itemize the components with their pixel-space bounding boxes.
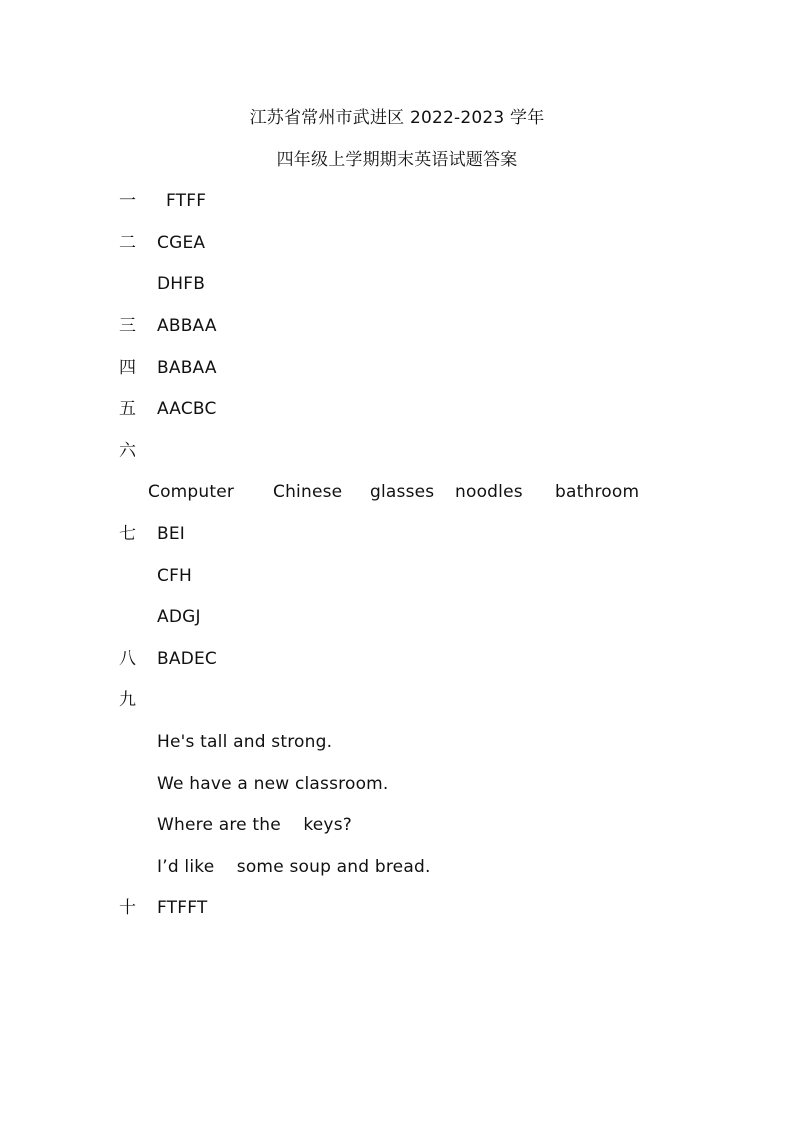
- section-answer-8: BADEC: [157, 649, 217, 669]
- section-answer-7c: ADGJ: [157, 607, 201, 627]
- sentence-2: We have a new classroom.: [157, 774, 389, 794]
- section-number-10: 十: [119, 898, 137, 918]
- page-subtitle: 四年级上学期期末英语试题答案: [276, 150, 518, 170]
- section-answer-4: BABAA: [157, 358, 217, 378]
- section-number-4: 四: [119, 358, 137, 378]
- section-answer-2a: CGEA: [157, 233, 206, 253]
- section-number-1: 一: [119, 191, 137, 211]
- section-answer-2b: DHFB: [157, 274, 206, 294]
- section-answer-5: AACBC: [157, 399, 217, 419]
- sentence-4: I’d like some soup and bread.: [157, 857, 431, 877]
- section-number-7: 七: [119, 524, 137, 544]
- section-number-3: 三: [119, 316, 137, 336]
- word-noodles: noodles: [455, 482, 523, 502]
- word-computer: Computer: [148, 482, 235, 502]
- section-number-2: 二: [119, 233, 137, 253]
- section-answer-3: ABBAA: [157, 316, 217, 336]
- sentence-3: Where are the keys?: [157, 815, 352, 835]
- section-answer-10: FTFFT: [157, 898, 208, 918]
- section-answer-1: FTFF: [166, 191, 207, 211]
- section-answer-7b: CFH: [157, 566, 193, 586]
- word-bathroom: bathroom: [555, 482, 640, 502]
- sentence-1: He's tall and strong.: [157, 732, 333, 752]
- section-number-5: 五: [119, 399, 137, 419]
- page-title: 江苏省常州市武进区 2022-2023 学年: [249, 108, 545, 128]
- word-glasses: glasses: [370, 482, 435, 502]
- section-number-9: 九: [119, 690, 137, 710]
- section-answer-7a: BEI: [157, 524, 186, 544]
- word-chinese: Chinese: [273, 482, 343, 502]
- section-number-8: 八: [119, 649, 137, 669]
- section-number-6: 六: [119, 441, 137, 461]
